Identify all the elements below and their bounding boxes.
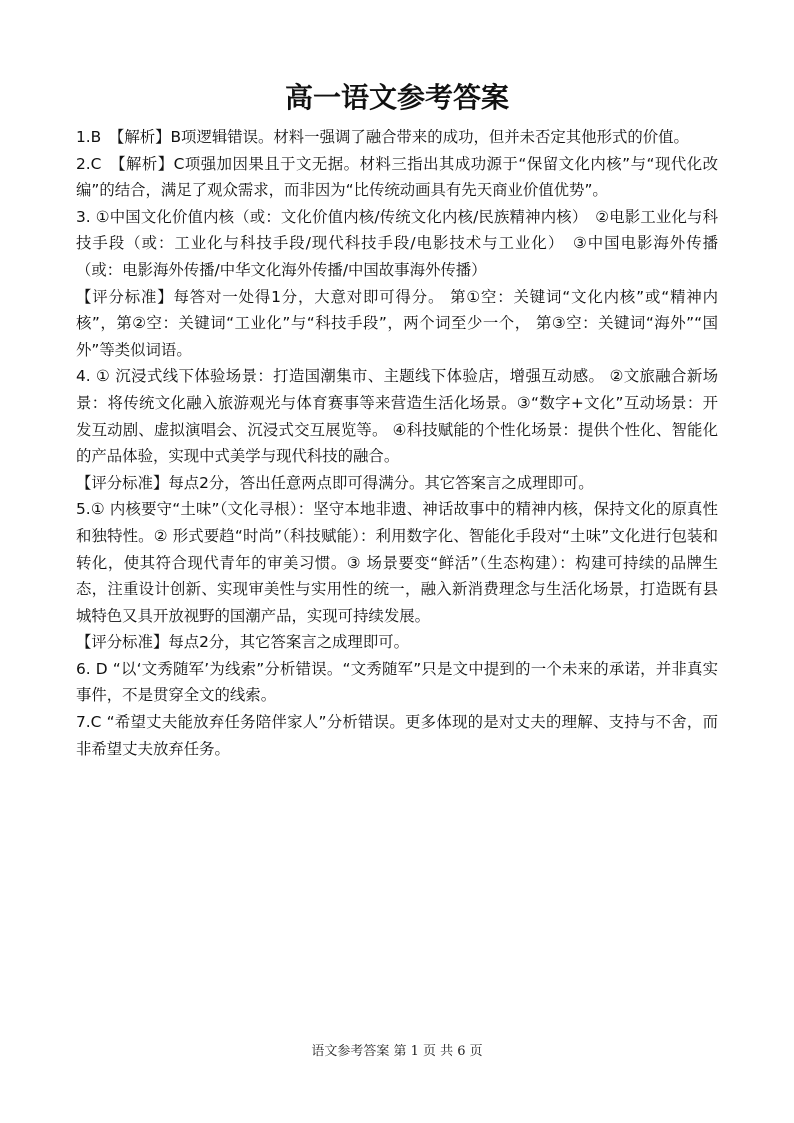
scoring-standard-3: 【评分标准】每答对一处得1分，大意对即可得分。 第①空：关键词“文化内核”或“精神内核”，第②空：关键词“工业化”与“科技手段”，两个词至少一个， 第③空：关键词“海外”“国外”等类似词语。 [76, 287, 718, 359]
answer-1: 1.B 【解析】B项逻辑错误。材料一强调了融合带来的成功，但并未否定其他形式的价值。 [76, 128, 689, 146]
page-footer: 语文参考答案 第 1 页 共 6 页 [311, 1044, 483, 1059]
scoring-standard-4: 【评分标准】每点2分，答出任意两点即可得满分。其它答案言之成理即可。 [76, 473, 594, 492]
answer-2: 2.C 【解析】C项强加因果且于文无据。材料三指出其成功源于“保留文化内核”与“现代化改编”的结合，满足了观众需求，而非因为“比传统动画具有先天商业价值优势”。 [76, 154, 718, 200]
answer-3: 3. ①中国文化价值内核（或：文化价值内核/传统文化内核/民族精神内核） ②电影工业化与科技手段（或：工业化与科技手段/现代科技手段/电影技术与工业化） ③中国电影海外传播（或：电影海外传播/中华文化海外传播/中国故事海外传播） [76, 207, 718, 279]
answer-5: 5.① 内核要守“土味”（文化寻根）：坚守本地非遗、神话故事中的精神内核，保持文化的原真性和独特性。② 形式要趋“时尚”（科技赋能）：利用数字化、智能化手段对“土味”文化进行包装和转化，使其符合现代青年的审美习惯。③ 场景要变“鲜活”（生态构建）：构建可持续的品牌生态，注重设计创新、实现审美性与实用性的统一，融入新消费理念与生活化场景，打造既有县城特色又具开放视野的国潮产品，实现可持续发展。 [76, 500, 718, 625]
scoring-standard-5: 【评分标准】每点2分，其它答案言之成理即可。 [76, 633, 409, 652]
page-title: 高一语文参考答案 [284, 81, 509, 114]
answer-4: 4. ① 沉浸式线下体验场景：打造国潮集市、主题线下体验店，增强互动感。 ②文旅融合新场景：将传统文化融入旅游观光与体育赛事等来营造生活化场景。③“数字+文化”互动场景：开发互动剧、虚拟演唱会、沉浸式交互展览等。 ④科技赋能的个性化场景：提供个性化、智能化的产品体验，实现中式美学与现代科技的融合。 [76, 367, 718, 466]
answer-body [76, 124, 718, 762]
answer-6: 6. D “以‘文秀随军’为线索”分析错误。“文秀随军”只是文中提到的一个未来的承诺，并非真实事件，不是贯穿全文的线索。 [76, 659, 718, 705]
answer-7: 7.C “希望丈夫能放弃任务陪伴家人”分析错误。更多体现的是对丈夫的理解、支持与不舍，而非希望丈夫放弃任务。 [76, 713, 718, 758]
